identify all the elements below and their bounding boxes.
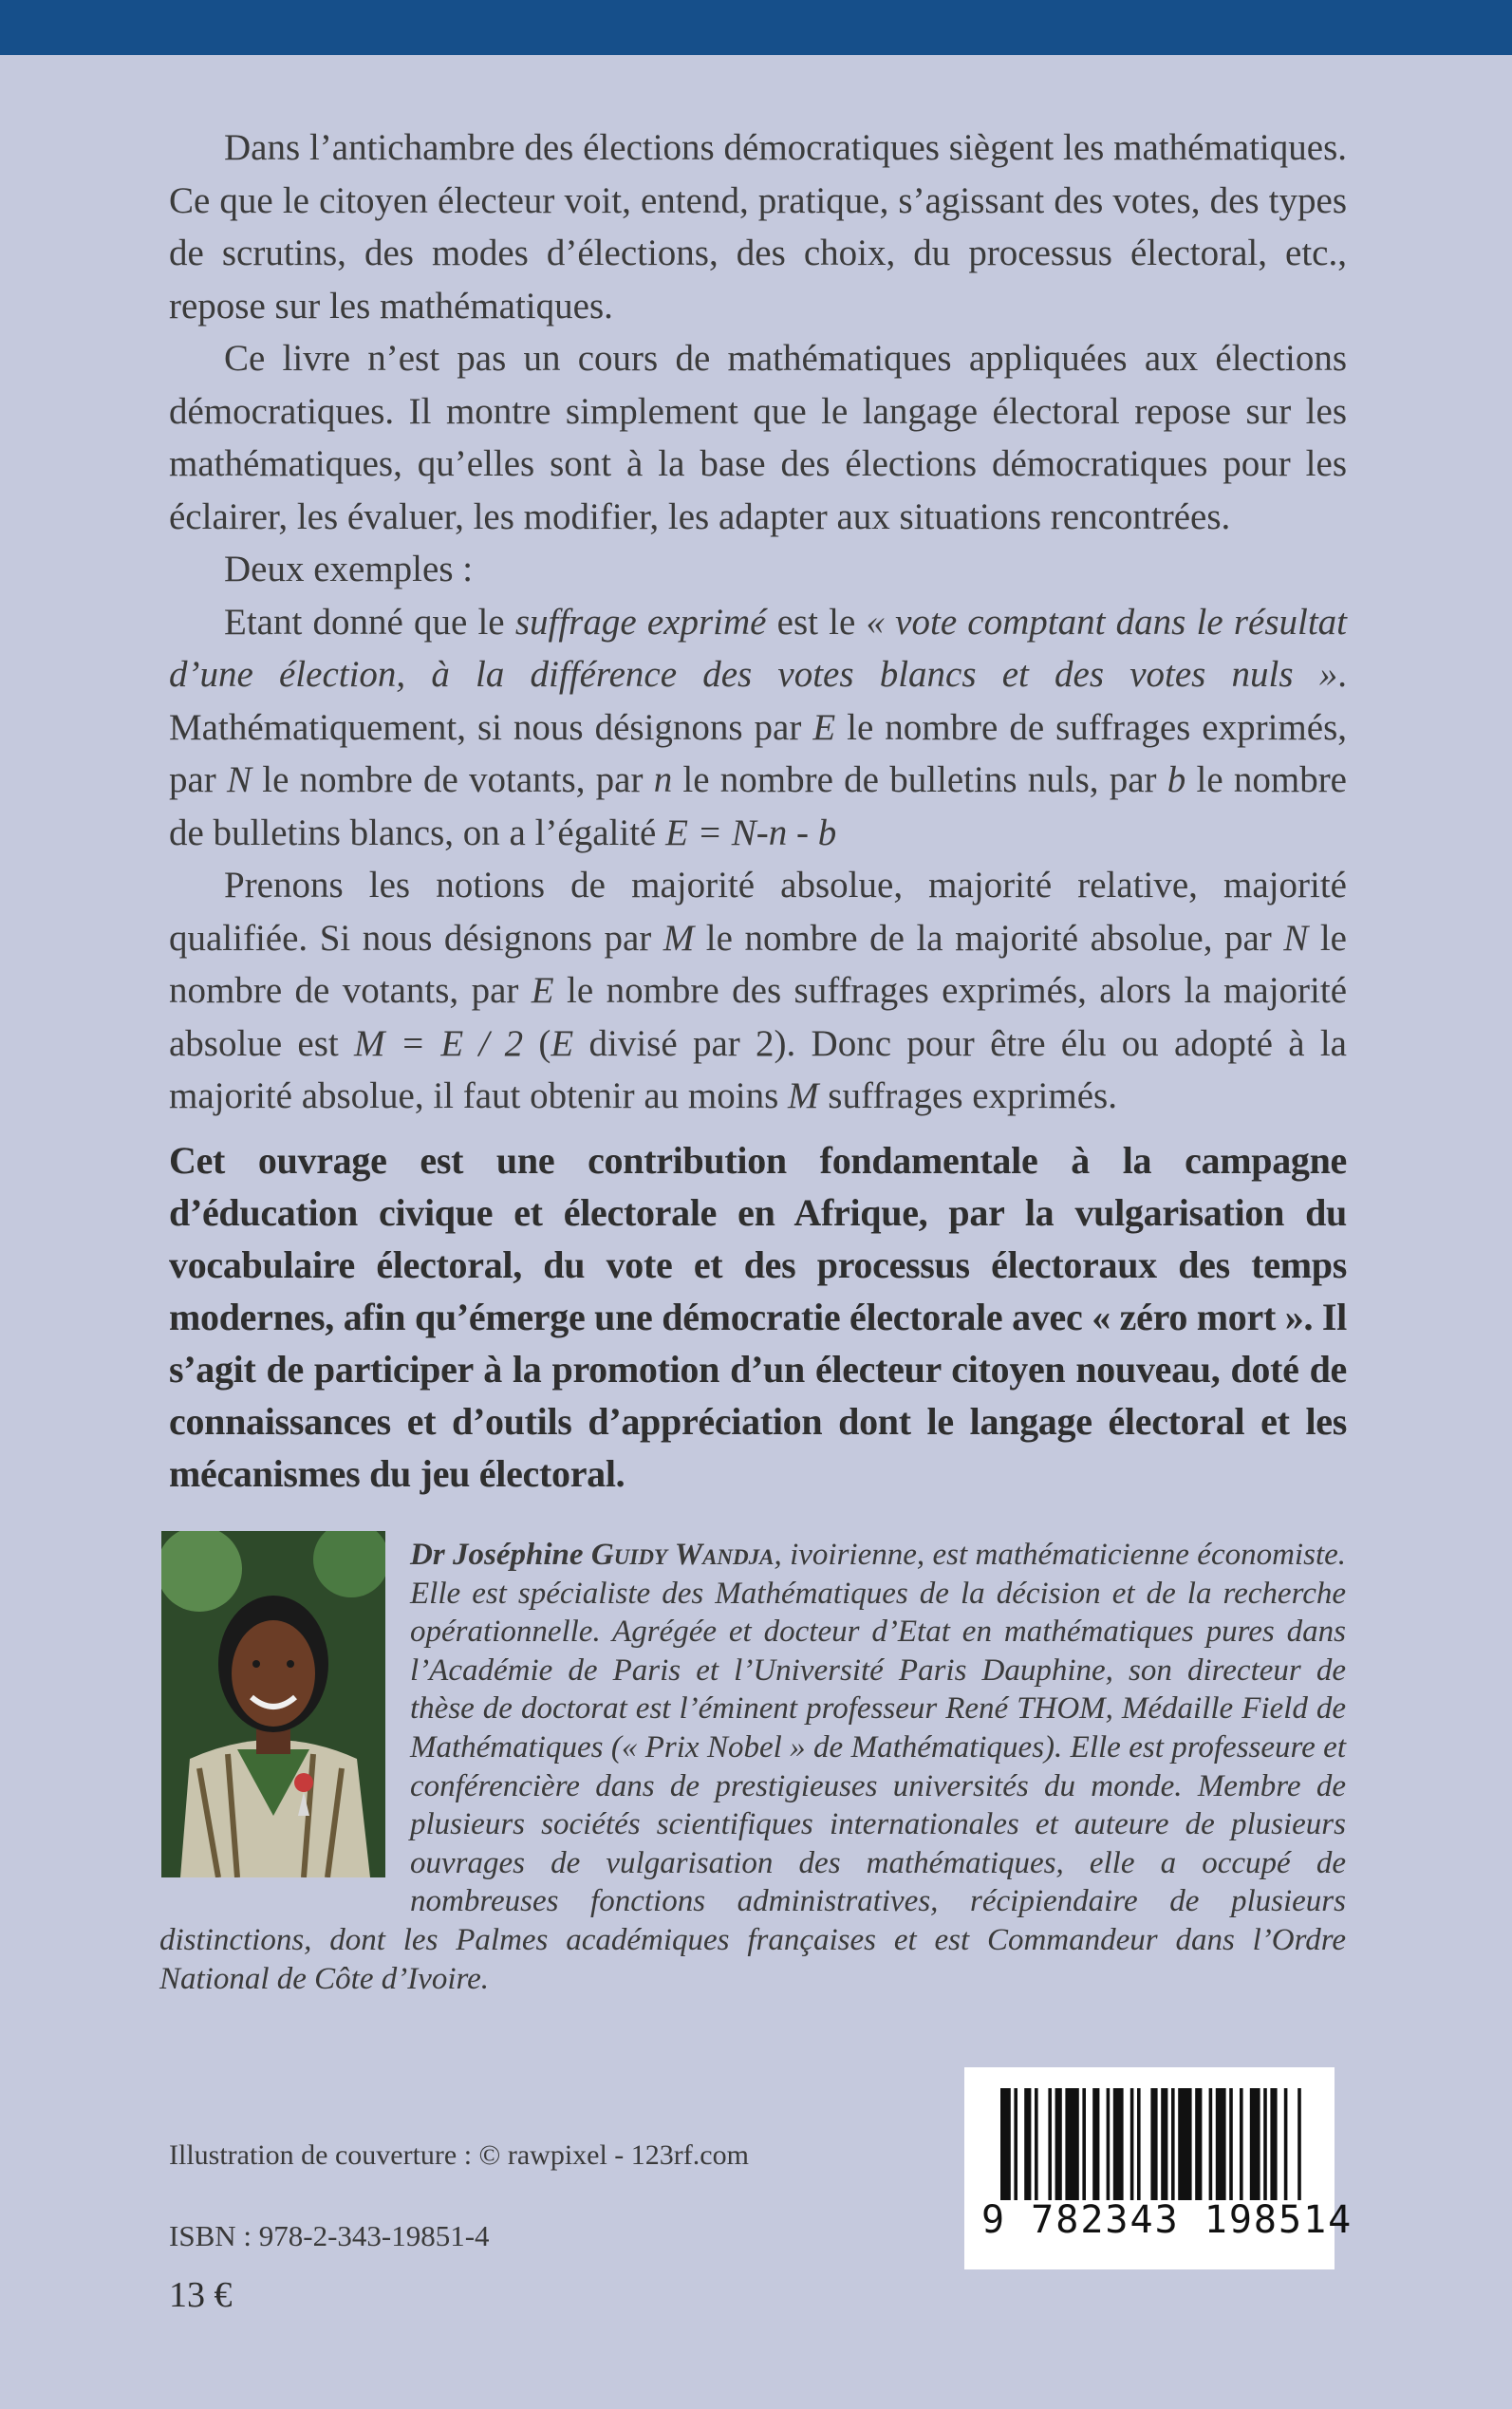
barcode-bar xyxy=(1000,2088,1011,2200)
barcode-bar xyxy=(1171,2088,1175,2200)
author-biography: Dr Joséphine Guidy Wandja, ivoirienne, est mathématicienne économiste. Elle est spécialiste des Mathématiques de la décision et de la recherche opérationnelle. Agrégée et docteur d’Etat en mathématiques pures dans l’Académie de Paris et l’Université Paris Dauphine, son directeur de thèse de doctorat est l’éminent professeur René THOM, Médaille Field de Mathématiques (« Prix Nobel » de Mathématiques). Elle est professeure et conférencière dans de prestigieuses universités du monde. Membre de plusieurs sociétés scientifiques internationales et auteure de plusieurs ouvrages de vulgarisation des mathématiques, elle a occupé de nombreuses fonctions administratives, récipiendaire de plusieurs distinctions, dont les Palmes académiques françaises et est Commandeur dans l’Ordre National de Côte d’Ivoire. xyxy=(159,1538,1347,1996)
barcode-bar xyxy=(1284,2088,1288,2200)
barcode-bar xyxy=(1130,2088,1134,2200)
barcode-bar xyxy=(1035,2088,1038,2200)
author-title: Dr Joséphine xyxy=(410,1538,591,1572)
back-cover-text xyxy=(169,121,1347,1123)
barcode-bar xyxy=(1270,2088,1277,2200)
paragraph-examples-heading: Deux exemples : xyxy=(224,549,474,589)
barcode-bar xyxy=(1250,2088,1260,2200)
price-label: 13 € xyxy=(169,2275,233,2315)
barcode-bar xyxy=(1024,2088,1031,2200)
author-name: Guidy Wandja xyxy=(590,1538,775,1572)
isbn-number: ISBN : 978-2-343-19851-4 xyxy=(169,2219,490,2252)
barcode-bar xyxy=(1216,2088,1226,2200)
top-color-band xyxy=(0,0,1512,55)
barcode-bar xyxy=(1209,2088,1213,2200)
barcode-bar xyxy=(1240,2088,1243,2200)
barcode-bar xyxy=(1082,2088,1086,2200)
barcode-bars xyxy=(1000,2088,1304,2200)
barcode-digits: 9 782343 198514 xyxy=(981,2198,1353,2242)
barcode-bar xyxy=(1137,2088,1141,2200)
barcode-bar xyxy=(1161,2088,1167,2200)
barcode-bar xyxy=(1113,2088,1124,2200)
barcode-bar xyxy=(1048,2088,1052,2200)
barcode-bar xyxy=(1263,2088,1267,2200)
barcode-bar xyxy=(1229,2088,1233,2200)
paragraph-example-1: Etant donné que le suffrage exprimé est le « vote comptant dans le résultat d’une élection, à la différence des votes blancs et des votes nuls ». Mathématiquement, si nous désignons par E le nombre de suffrages exprimés, par N le nombre de votants, par n le nombre de bulletins nuls, par b le nombre de bulletins blancs, on a l’égalité E = N-n - b xyxy=(169,601,1347,853)
barcode-bar xyxy=(1150,2088,1157,2200)
paragraph-example-2: Prenons les notions de majorité absolue, majorité relative, majorité qualifiée. Si nous désignons par M le nombre de la majorité absolue, par N le nombre de votants, par E le nombre des suffrages exprimés, alors la majorité absolue est M = E / 2 (E divisé par 2). Donc pour être élu ou adopté à la majorité absolue, il faut obtenir au moins M suffrages exprimés. xyxy=(169,865,1348,1116)
highlight-paragraph: Cet ouvrage est une contribution fondamentale à la campagne d’éducation civique et électorale en Afrique, par la vulgarisation du vocabulaire électoral, du vote et des processus électoraux des temps modernes, afin qu’émerge une démocratie électorale avec « zéro mort ». Il s’agit de participer à la promotion d’un électeur citoyen nouveau, doté de connaissances et d’outils d’appréciation dont le langage électoral et les mécanismes du jeu électoral. xyxy=(169,1139,1347,1495)
barcode xyxy=(964,2067,1353,2269)
paragraph-intro: Dans l’antichambre des élections démocratiques siègent les mathématiques. Ce que le citoyen électeur voit, entend, pratique, s’agissant des votes, des types de scrutins, des modes d’élections, des choix, du processus électoral, etc., repose sur les mathématiques. xyxy=(169,127,1347,327)
cover-illustration-credit: Illustration de couverture : © rawpixel - 123rf.com xyxy=(169,2139,749,2171)
paragraph-book-purpose: Ce livre n’est pas un cours de mathématiques appliquées aux élections démocratiques. Il montre simplement que le langage électoral repose sur les mathématiques, qu’elles sont à la base des élections démocratiques pour les éclairer, les évaluer, les modifier, les adapter aux situations rencontrées. xyxy=(169,338,1347,537)
barcode-bar xyxy=(1297,2088,1301,2200)
barcode-bar xyxy=(1195,2088,1202,2200)
barcode-bar xyxy=(1055,2088,1062,2200)
barcode-bar xyxy=(1014,2088,1017,2200)
formula-majorite: M = E / 2 xyxy=(354,1022,524,1064)
formula-suffrages: E = N-n - b xyxy=(665,812,837,853)
barcode-bar xyxy=(1107,2088,1111,2200)
barcode-bar xyxy=(1178,2088,1191,2200)
barcode-bar xyxy=(1065,2088,1078,2200)
barcode-bar xyxy=(1092,2088,1099,2200)
